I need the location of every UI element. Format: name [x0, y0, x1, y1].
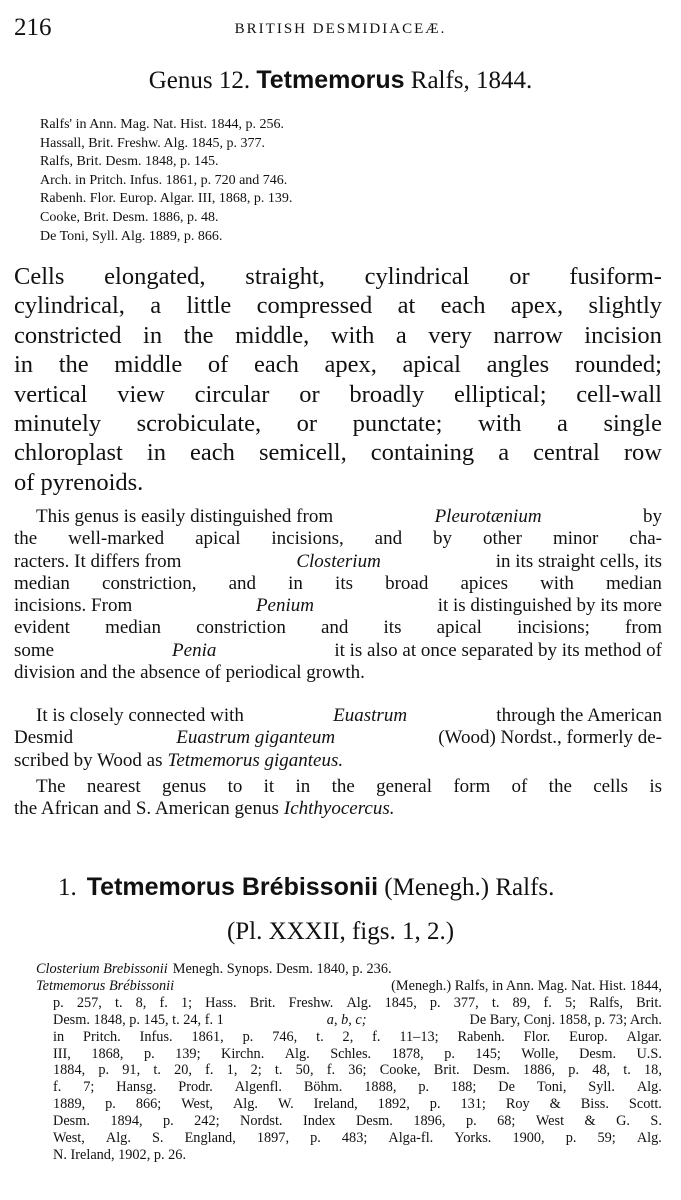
reference-line: Rabenh. Flor. Europ. Algar. III, 1868, p. 139.	[40, 191, 293, 207]
description-line: Cells elongated, straight, cylindrical or fusiform-	[14, 263, 662, 290]
genus-heading	[0, 66, 681, 95]
species-heading	[58, 873, 554, 902]
text-line: evident median constriction and its apical incisions; from	[14, 617, 662, 639]
text-line: median constriction, and in its broad apices with median	[14, 572, 662, 594]
reference-line: Hassall, Brit. Freshw. Alg. 1845, p. 377.	[40, 135, 266, 151]
text-line: some Penia it is also at once separated by its method of	[14, 639, 662, 661]
genus-authority: Ralfs, 1844.	[410, 67, 533, 94]
paragraph-distinctions	[14, 506, 662, 684]
description-line: cylindrical, a little compressed at each apex, slightly	[14, 292, 662, 320]
reference-line: Ralfs, Brit. Desm. 1848, p. 145.	[40, 154, 219, 170]
paragraph-relations	[14, 705, 662, 772]
text-line: Desmid Euastrum giganteum (Wood) Nordst., formerly de-	[14, 727, 662, 749]
text-line: racters. It differs from Closterium in its straight cells, its	[14, 550, 662, 572]
genus-description	[14, 262, 662, 497]
text-line: division and the absence of periodical growth.	[14, 662, 365, 684]
running-head	[14, 14, 667, 44]
synonymy-line: West, Alg. S. England, 1897, p. 483; Alga-fl. Yorks. 1900, p. 59; Alg.	[53, 1130, 662, 1147]
reference-line: Ralfs' in Ann. Mag. Nat. Hist. 1844, p. 256.	[40, 117, 285, 132]
synonymy-line: f. 7; Hansg. Prodr. Algenfl. Böhm. 1888, p. 188; De Toni, Syll. Alg.	[53, 1079, 662, 1096]
synonymy-line: Desm. 1894, p. 242; Nordst. Index Desm. 1896, p. 68; West & G. S.	[53, 1113, 662, 1130]
synonymy-line: in Pritch. Infus. 1861, p. 746, t. 2, f. 11–13; Rabenh. Flor. Europ. Algar.	[53, 1028, 662, 1045]
species-synonymy	[36, 961, 662, 1164]
synonymy-line: Closterium Brebissonii Menegh. Synops. Desm. 1840, p. 236.	[36, 961, 392, 977]
description-line: in the middle of each apex, apical angles rounded;	[14, 351, 662, 379]
species-number: 1.	[58, 874, 77, 901]
description-line: vertical view circular or broadly elliptical; cell-wall	[14, 380, 662, 408]
text-line: The nearest genus to it in the general form of the cells is	[36, 776, 662, 797]
synonymy-line: Desm. 1848, p. 145, t. 24, f. 1 a, b, c; De Bary, Conj. 1858, p. 73; Arch.	[53, 1011, 662, 1028]
running-title: BRITISH DESMIDIACEÆ.	[234, 21, 447, 37]
page-number: 216	[14, 14, 52, 41]
synonymy-line: Tetmemorus Brébissonii (Menegh.) Ralfs, in Ann. Mag. Nat. Hist. 1844,	[36, 977, 662, 994]
genus-prefix: Genus 12.	[148, 67, 251, 94]
paragraph-nearest-genus	[14, 776, 662, 821]
genus-name: Tetmemorus	[256, 66, 405, 94]
reference-line: De Toni, Syll. Alg. 1889, p. 866.	[40, 228, 223, 244]
plate-reference: (Pl. XXXII, figs. 1, 2.)	[226, 918, 455, 945]
text-line: This genus is easily distinguished from Pleurotænium by	[36, 506, 662, 527]
species-authority: (Menegh.) Ralfs.	[384, 874, 555, 901]
description-line: chloroplast in each semicell, containing a central row	[14, 439, 662, 467]
reference-line: Arch. in Pritch. Infus. 1861, p. 720 and 746.	[40, 172, 288, 188]
text-line: scribed by Wood as Tetmemorus giganteus.	[14, 749, 344, 771]
description-line: minutely scrobiculate, or punctate; with a single	[14, 410, 662, 438]
text-line: the African and S. American genus Ichthyocercus.	[14, 798, 395, 820]
synonymy-line: p. 257, t. 8, f. 1; Hass. Brit. Freshw. Alg. 1845, p. 377, t. 89, f. 5; Ralfs, Brit.	[53, 994, 662, 1011]
synonymy-line: 1884, p. 91, t. 20, f. 1, 2; t. 50, f. 36; Cooke, Brit. Desm. 1886, p. 48, t. 18,	[53, 1062, 662, 1079]
text-line: the well-marked apical incisions, and by other minor cha-	[14, 528, 662, 550]
synonymy-line: 1889, p. 866; West, Alg. W. Ireland, 1892, p. 131; Roy & Biss. Scott.	[53, 1096, 662, 1113]
text-line: It is closely connected with Euastrum through the American	[36, 705, 662, 726]
synonymy-line: N. Ireland, 1902, p. 26.	[53, 1146, 187, 1163]
text-line: incisions. From Penium it is distinguished by its more	[14, 595, 662, 617]
genus-references	[40, 116, 640, 246]
description-line: of pyrenoids.	[14, 468, 144, 496]
reference-line: Cooke, Brit. Desm. 1886, p. 48.	[40, 209, 219, 225]
description-line: constricted in the middle, with a very narrow incision	[14, 321, 662, 349]
species-name: Tetmemorus Brébissonii	[86, 873, 379, 901]
synonymy-line: III, 1868, p. 139; Kirchn. Alg. Schles. 1878, p. 145; Wolle, Desm. U.S.	[53, 1045, 662, 1062]
